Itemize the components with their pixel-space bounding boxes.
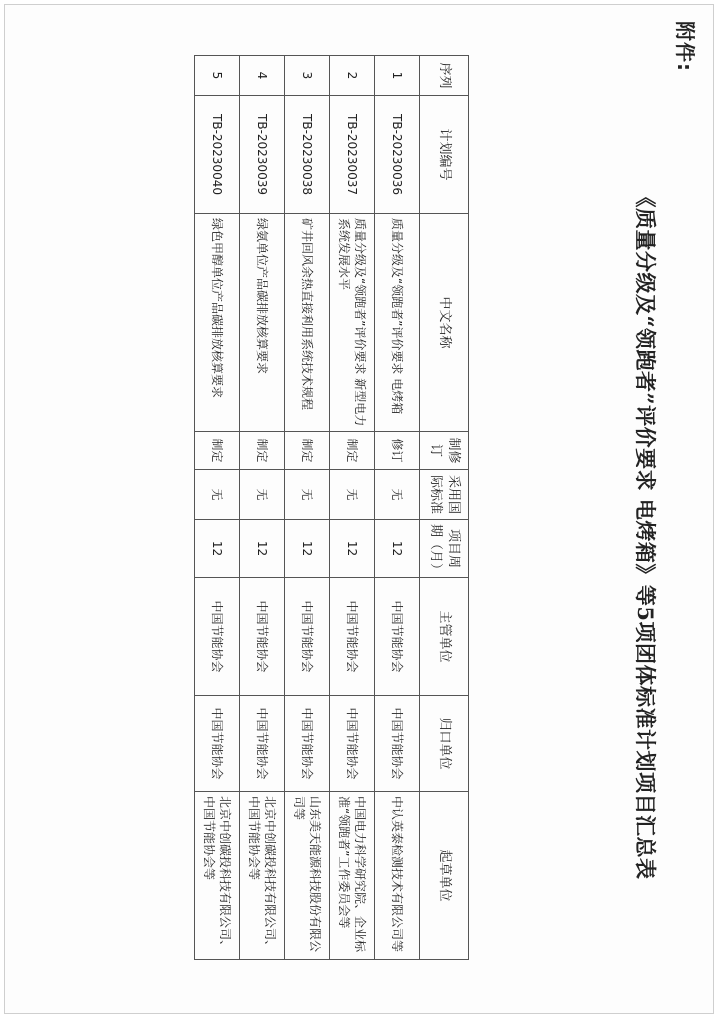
cell-intl-std: 无 [375, 470, 420, 520]
cell-attribution: 中国节能协会 [330, 696, 375, 792]
cell-plan-no: TB-20230040 [195, 96, 240, 214]
cell-supervisor: 中国节能协会 [375, 578, 420, 696]
cell-drafter: 山东美天能源科技股份有限公司等 [285, 792, 330, 960]
cell-intl-std: 无 [240, 470, 285, 520]
cell-period: 12 [285, 520, 330, 578]
cell-intl-std: 无 [195, 470, 240, 520]
cell-cn-name: 质量分级及“领跑者”评价要求 新型电力系统发展水平 [330, 214, 375, 432]
cell-plan-no: TB-20230038 [285, 96, 330, 214]
cell-seq: 1 [375, 56, 420, 96]
cell-plan-no: TB-20230037 [330, 96, 375, 214]
cell-period: 12 [195, 520, 240, 578]
cell-attribution: 中国节能协会 [375, 696, 420, 792]
cell-period: 12 [375, 520, 420, 578]
header-supervisor: 主管单位 [420, 578, 469, 696]
header-drafter: 起草单位 [420, 792, 469, 960]
cell-attribution: 中国节能协会 [195, 696, 240, 792]
header-plan-no: 计划编号 [420, 96, 469, 214]
cell-revision: 修订 [375, 432, 420, 470]
table-row [330, 56, 375, 960]
header-intl-std: 采用国际标准 [420, 470, 469, 520]
cell-plan-no: TB-20230039 [240, 96, 285, 214]
document-title: 《质量分级及“领跑者”评价要求 电烤箱》等5项团体标准计划项目汇总表 [633, 186, 658, 880]
cell-supervisor: 中国节能协会 [195, 578, 240, 696]
table-row [285, 56, 330, 960]
header-row [420, 56, 469, 960]
header-revision: 制修订 [420, 432, 469, 470]
cell-seq: 4 [240, 56, 285, 96]
cell-supervisor: 中国节能协会 [285, 578, 330, 696]
cell-drafter: 中国电力科学研究院、企业标准“领跑者”工作委员会等 [330, 792, 375, 960]
table-row [195, 56, 240, 960]
cell-revision: 制定 [195, 432, 240, 470]
cell-attribution: 中国节能协会 [240, 696, 285, 792]
rotated-content [5, 13, 705, 1013]
cell-drafter: 北京中创碳投科技有限公司、中国节能协会等 [195, 792, 240, 960]
standards-table [194, 55, 469, 960]
cell-drafter: 北京中创碳投科技有限公司、中国节能协会等 [240, 792, 285, 960]
header-seq: 序列 [420, 56, 469, 96]
cell-cn-name: 绿色甲醇单位产品碳排放核算要求 [195, 214, 240, 432]
cell-attribution: 中国节能协会 [285, 696, 330, 792]
header-period: 项目周期（月） [420, 520, 469, 578]
cell-seq: 5 [195, 56, 240, 96]
cell-intl-std: 无 [330, 470, 375, 520]
cell-plan-no: TB-20230036 [375, 96, 420, 214]
cell-cn-name: 绿氨单位产品碳排放核算要求 [240, 214, 285, 432]
cell-drafter: 中认英泰检测技术有限公司等 [375, 792, 420, 960]
cell-revision: 制定 [330, 432, 375, 470]
cell-supervisor: 中国节能协会 [240, 578, 285, 696]
cell-seq: 2 [330, 56, 375, 96]
cell-seq: 3 [285, 56, 330, 96]
header-attribution: 归口单位 [420, 696, 469, 792]
cell-intl-std: 无 [285, 470, 330, 520]
cell-cn-name: 质量分级及“领跑者”评价要求 电烤箱 [375, 214, 420, 432]
attachment-label: 附件: [673, 21, 697, 72]
cell-revision: 制定 [240, 432, 285, 470]
document-page [4, 4, 714, 1014]
cell-supervisor: 中国节能协会 [330, 578, 375, 696]
table-row [240, 56, 285, 960]
cell-revision: 制定 [285, 432, 330, 470]
table-row [375, 56, 420, 960]
header-cn-name: 中文名称 [420, 214, 469, 432]
cell-period: 12 [240, 520, 285, 578]
cell-period: 12 [330, 520, 375, 578]
cell-cn-name: 矿井回风余热直接利用系统技术规程 [285, 214, 330, 432]
